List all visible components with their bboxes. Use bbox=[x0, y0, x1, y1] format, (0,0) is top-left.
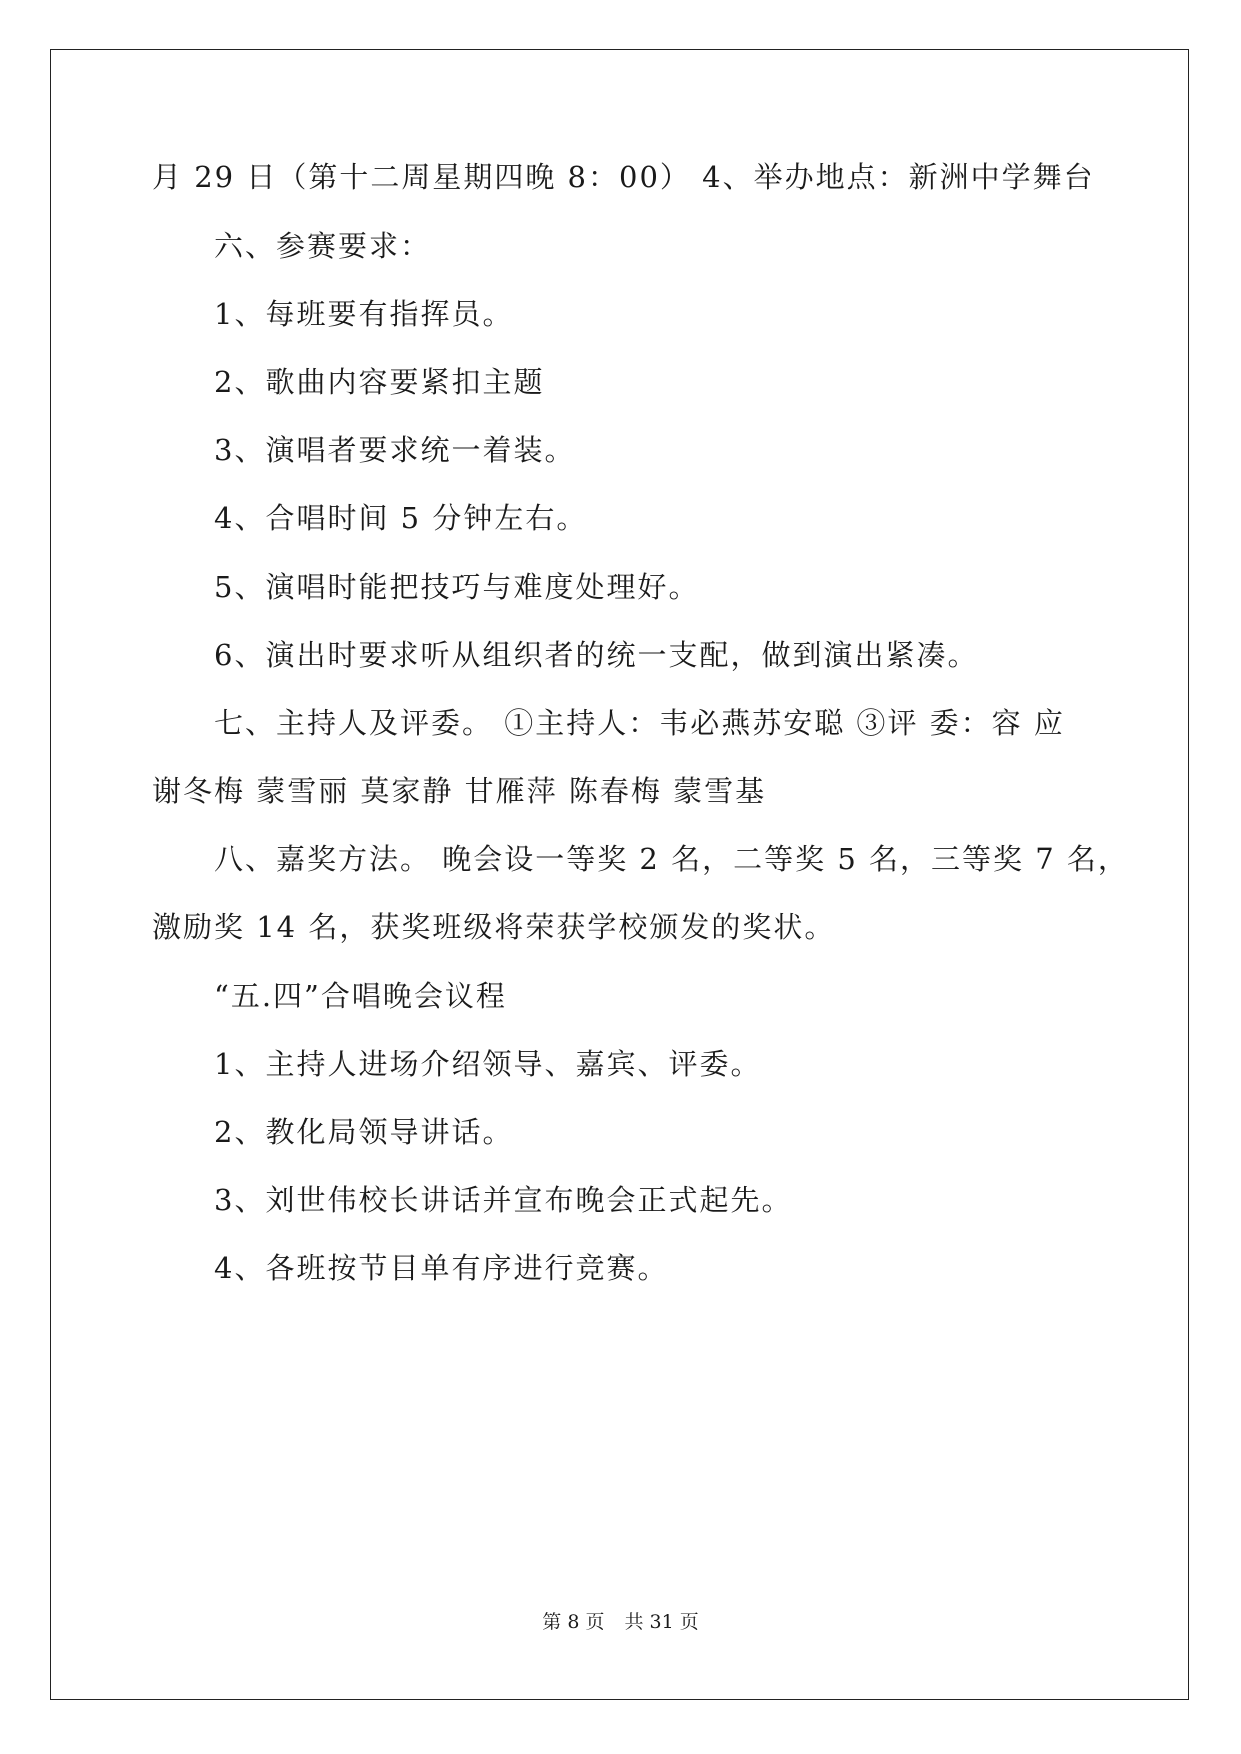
text-line: 激励奖 14 名，获奖班级将荣获学校颁发的奖状。 bbox=[152, 910, 836, 944]
section-heading-hosts-judges: 七、主持人及评委。 ①主持人：韦必燕苏安聪 ③评 委：容 应 bbox=[214, 706, 1065, 740]
list-item: 4、合唱时间 5 分钟左右。 bbox=[214, 501, 588, 535]
list-item: 1、主持人进场介绍领导、嘉宾、评委。 bbox=[214, 1047, 762, 1081]
text-line: 月 29 日（第十二周星期四晚 8：00） 4、举办地点：新洲中学舞台 bbox=[152, 160, 1095, 194]
section-heading-requirements: 六、参赛要求： bbox=[214, 229, 432, 263]
section-heading-awards: 八、嘉奖方法。 晚会设一等奖 2 名，二等奖 5 名，三等奖 7 名， bbox=[214, 842, 1129, 876]
list-item: 6、演出时要求听从组织者的统一支配，做到演出紧凑。 bbox=[214, 638, 979, 672]
list-item: 4、各班按节目单有序进行竞赛。 bbox=[214, 1251, 669, 1285]
page-footer bbox=[0, 1610, 1241, 1634]
page-number: 第 8 页 bbox=[542, 1611, 605, 1633]
list-item: 1、每班要有指挥员。 bbox=[214, 297, 514, 331]
list-item: 3、演唱者要求统一着装。 bbox=[214, 433, 576, 467]
list-item: 5、演唱时能把技巧与难度处理好。 bbox=[214, 570, 700, 604]
text-line: 谢冬梅 蒙雪丽 莫家静 甘雁萍 陈春梅 蒙雪基 bbox=[152, 774, 767, 808]
list-item: 2、歌曲内容要紧扣主题 bbox=[214, 365, 545, 399]
agenda-title: “五.四”合唱晚会议程 bbox=[214, 979, 507, 1013]
page-total: 共 31 页 bbox=[624, 1611, 699, 1633]
list-item: 2、教化局领导讲话。 bbox=[214, 1115, 514, 1149]
list-item: 3、刘世伟校长讲话并宣布晚会正式起先。 bbox=[214, 1183, 793, 1217]
